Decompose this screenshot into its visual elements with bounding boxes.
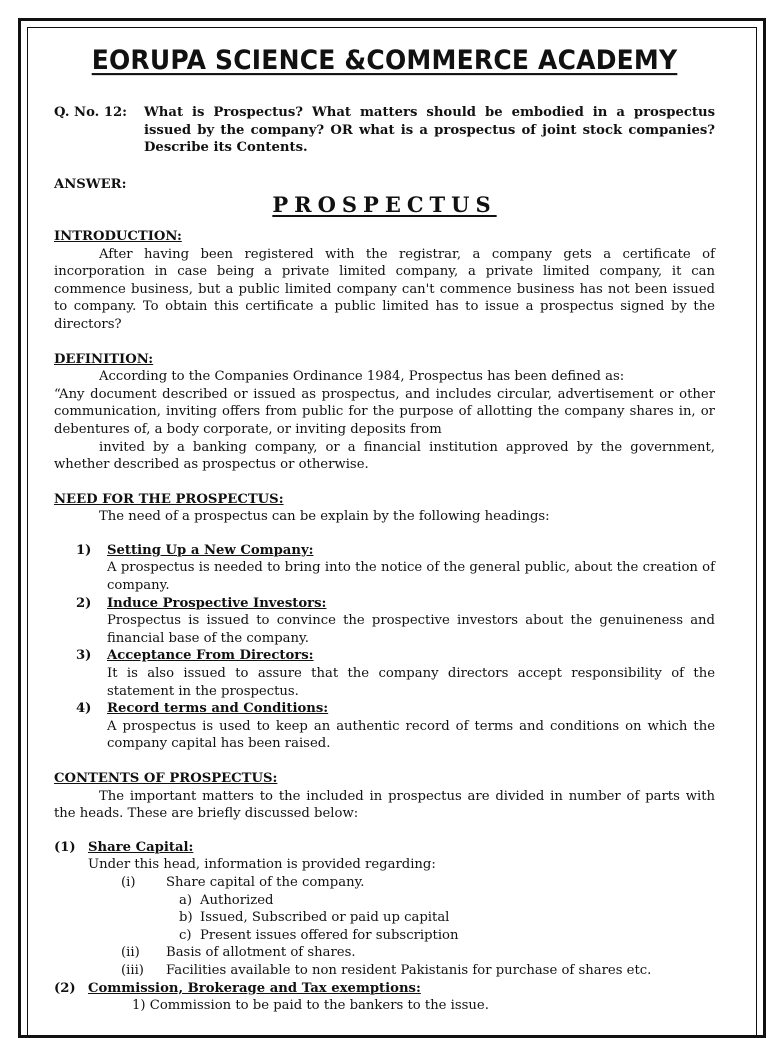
introduction-heading: INTRODUCTION: xyxy=(54,228,182,244)
roman-text: Facilities available to non resident Pakistanis for purchase of shares etc. xyxy=(166,962,652,978)
roman-text: Share capital of the company. xyxy=(166,874,365,890)
item-text: Prospectus is issued to convince the prospective investors about the genuineness and financial base of the company. xyxy=(107,613,715,646)
question-block xyxy=(54,104,715,157)
item-text: It is also issued to assure that the company directors accept responsibility of the statement in the prospectus. xyxy=(107,666,715,699)
alpha-text: Authorized xyxy=(200,892,274,908)
item-number: 2) xyxy=(76,595,92,611)
document-page xyxy=(54,44,715,1015)
definition-line: According to the Companies Ordinance 1984, Prospectus has been defined as: xyxy=(99,369,625,385)
item-title: Setting Up a New Company: xyxy=(107,542,314,558)
item-number: 3) xyxy=(76,648,92,664)
definition-quote-cont: invited by a banking company, or a financial institution approved by the government, whether described as prospectus or otherwise. xyxy=(54,439,715,473)
item-text: A prospectus is needed to bring into the notice of the general public, about the creation of company. xyxy=(107,560,715,594)
section-number: (2) xyxy=(54,980,76,996)
alpha-item xyxy=(54,892,715,910)
item-number: 4) xyxy=(76,701,92,717)
section-number: (1) xyxy=(54,839,76,855)
contents-heading: CONTENTS OF PROSPECTUS: xyxy=(54,771,278,786)
section-lead: Under this head, information is provided regarding: xyxy=(88,857,436,873)
alpha-item xyxy=(54,927,715,945)
question-text: What is Prospectus? What matters should be embodied in a prospectus issued by the company? OR what is a prospectus of joint stock companies? Describe its Contents. xyxy=(144,105,715,156)
alpha-label: a) xyxy=(179,892,193,908)
item-text: A prospectus is used to keep an authentic record of terms and conditions on which the company capital has been raised. xyxy=(107,718,715,752)
section-title: Commission, Brokerage and Tax exemptions: xyxy=(88,980,421,996)
alpha-text: Issued, Subscribed or paid up capital xyxy=(200,910,450,926)
roman-number: (iii) xyxy=(121,962,144,978)
alpha-label: b) xyxy=(179,910,193,926)
item-number: 1) xyxy=(76,542,92,558)
list-item xyxy=(54,647,715,700)
definition-heading: DEFINITION: xyxy=(54,351,154,367)
prospectus-title: PROSPECTUS xyxy=(272,192,497,218)
answer-label: ANSWER: xyxy=(54,176,127,192)
list-item xyxy=(54,700,715,753)
list-item xyxy=(54,595,715,648)
roman-number: (i) xyxy=(121,874,136,890)
list-item xyxy=(54,542,715,595)
need-list xyxy=(54,542,715,753)
academy-title: EORUPA SCIENCE &COMMERCE ACADEMY xyxy=(91,44,678,76)
introduction-text: After having been registered with the registrar, a company gets a certificate of incorporation in case being a private limited company, a private limited company, it can commence business, but a public limited company can't commence business has not been issued to company. To obtain this certificate a public limited has to issue a prospectus signed by the directors? xyxy=(54,246,715,332)
section-title: Share Capital: xyxy=(88,839,194,855)
item-title: Record terms and Conditions: xyxy=(107,701,329,717)
roman-text: Basis of allotment of shares. xyxy=(166,945,356,961)
share-capital-section xyxy=(54,839,715,980)
contents-intro: The important matters to the included in prospectus are divided in number of parts with the heads. These are briefly discussed below: xyxy=(54,788,715,822)
need-heading: NEED FOR THE PROSPECTUS: xyxy=(54,491,284,507)
commission-section xyxy=(54,980,715,1015)
alpha-label: c) xyxy=(179,927,192,943)
item-title: Acceptance From Directors: xyxy=(107,648,314,664)
commission-first-item: 1) Commission to be paid to the bankers to the issue. xyxy=(132,998,489,1014)
roman-number: (ii) xyxy=(121,945,140,961)
definition-quote: “Any document described or issued as prospectus, and includes circular, advertisement or other communication, inviting offers from public for the purpose of allotting the company shares in, or debentures of, a body corporate, or inviting deposits from xyxy=(54,386,715,437)
question-number: Q. No. 12: xyxy=(54,105,128,120)
need-intro: The need of a prospectus can be explain by the following headings: xyxy=(99,509,550,525)
item-title: Induce Prospective Investors: xyxy=(107,595,327,611)
alpha-item xyxy=(54,909,715,927)
alpha-text: Present issues offered for subscription xyxy=(200,927,459,943)
